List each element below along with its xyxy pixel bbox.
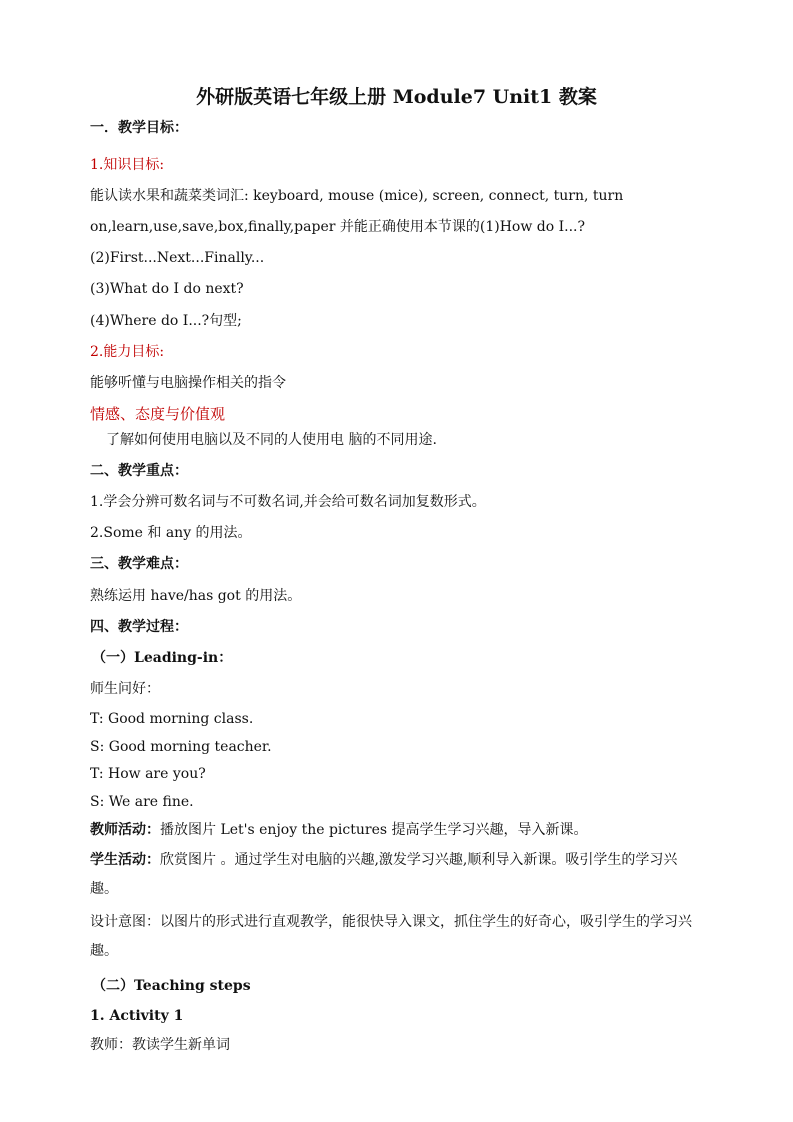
key-point-item: 2.Some 和 any 的用法。 (90, 525, 252, 541)
ability-objectives-text: 能够听懂与电脑操作相关的指令 (90, 375, 286, 391)
greeting-label: 师生问好： (90, 681, 160, 697)
dialog-line: S: Good morning teacher. (90, 739, 272, 755)
teacher-activity (90, 820, 587, 840)
design-intent-text: 设计意图：以图片的形式进行直观教学，能很快导入课文，抓住学生的好奇心，吸引学生的学习兴趣。 (90, 914, 692, 959)
document-title: 外研版英语七年级上册 Module7 Unit1 教案 (196, 86, 597, 108)
emotion-objectives-text: 了解如何使用电脑以及不同的人使用电 脑的不同用途. (106, 432, 437, 448)
knowledge-objectives-heading: 1.知识目标: (90, 157, 165, 173)
dialog-line: S: We are fine. (90, 794, 194, 810)
key-point-item: 1.学会分辨可数名词与不可数名词,并会给可数名词加复数形式。 (90, 494, 486, 510)
teaching-steps-heading: （二）Teaching steps (92, 978, 251, 994)
dialog-line: T: Good morning class. (90, 711, 254, 727)
sentence-pattern-line: (4)Where do I...?句型; (90, 313, 242, 329)
section-heading-difficulties: 三、教学难点： (90, 556, 188, 572)
dialog-line: T: How are you? (90, 766, 206, 782)
teacher-activity-label: 教师活动： (90, 822, 160, 838)
sentence-pattern-line: (2)First...Next...Finally... (90, 250, 265, 266)
knowledge-text-line: on,learn,use,save,box,finally,paper 并能正确使用本节课的(1)How do I...? (90, 219, 585, 235)
leading-in-heading: （一）Leading-in： (92, 650, 233, 666)
student-activity-label: 学生活动： (90, 852, 160, 868)
section-heading-process: 四、教学过程： (90, 619, 188, 635)
teacher-activity-text: 播放图片 Let's enjoy the pictures 提高学生学习兴趣，导入新课。 (160, 822, 588, 838)
section-heading-objectives: 一．教学目标： (90, 120, 188, 136)
student-activity-text: 欣赏图片 。通过学生对电脑的兴趣,激发学习兴趣,顺利导入新课。吸引学生的学习兴趣。 (90, 852, 678, 897)
activity-1-heading: 1. Activity 1 (90, 1008, 184, 1024)
difficulty-text: 熟练运用 have/has got 的用法。 (90, 588, 302, 604)
knowledge-text-line: 能认读水果和蔬菜类词汇: keyboard, mouse (mice), screen, connect, turn, turn (90, 188, 624, 204)
sentence-pattern-line: (3)What do I do next? (90, 281, 244, 297)
ability-objectives-heading: 2.能力目标: (90, 344, 165, 360)
section-heading-key-points: 二、教学重点： (90, 463, 188, 479)
activity-1-text: 教师：教读学生新单词 (90, 1037, 230, 1053)
student-activity (90, 846, 704, 904)
emotion-objectives-heading: 情感、态度与价值观 (90, 405, 226, 423)
